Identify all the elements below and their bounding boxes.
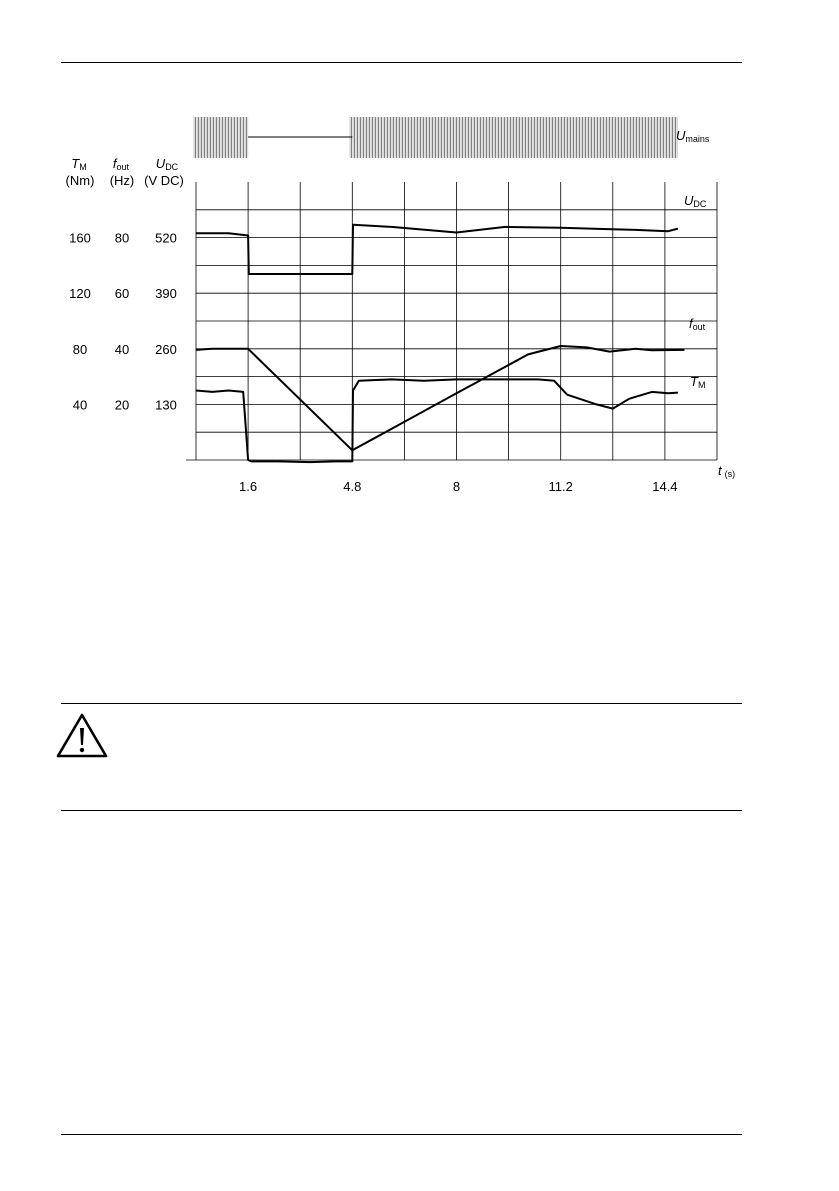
y-tick-label: 80 <box>114 230 130 246</box>
y-tick-label: 40 <box>114 341 130 357</box>
udc-header-symbol: UDC <box>155 156 179 172</box>
mains-label: Umains <box>676 128 710 144</box>
fout-series-line <box>196 346 684 450</box>
x-tick-label: 4.8 <box>343 479 362 494</box>
mains-on-band <box>349 117 678 158</box>
y-tick-label: 390 <box>155 286 177 302</box>
mains-on-band <box>193 117 248 158</box>
mains-voltage-strip <box>193 117 678 158</box>
y-tick-label: 260 <box>155 341 177 357</box>
tm-header-symbol: TM <box>71 156 87 172</box>
fout-header-symbol: fout <box>112 156 130 172</box>
y-tick-label: 60 <box>114 286 130 302</box>
series-label-tm: TM <box>690 374 706 390</box>
axis-headers <box>66 156 184 188</box>
y-tick-label: 80 <box>72 341 88 357</box>
x-tick-labels <box>239 479 677 494</box>
y-tick-label: 130 <box>155 397 177 413</box>
tm-header-unit: (Nm) <box>65 173 95 188</box>
x-tick-label: 14.4 <box>652 479 678 494</box>
fout-header-unit: (Hz) <box>109 173 135 188</box>
y-tick-label: 160 <box>69 230 91 246</box>
udc-series-line <box>196 225 678 274</box>
series-label-udc: UDC <box>684 193 707 209</box>
tm-series-line <box>196 379 678 462</box>
series-lines <box>196 225 684 462</box>
y-tick-label: 40 <box>72 397 88 413</box>
y-tick-labels <box>69 231 177 413</box>
series-label-fout: fout <box>689 316 706 332</box>
x-tick-label: 8 <box>452 479 461 494</box>
x-tick-label: 1.6 <box>239 479 258 494</box>
x-axis-label: t (s) <box>718 463 736 479</box>
y-tick-label: 120 <box>69 286 91 302</box>
grid <box>186 182 717 460</box>
y-tick-label: 20 <box>114 397 130 413</box>
x-tick-label: 11.2 <box>548 479 573 494</box>
y-tick-label: 520 <box>155 230 177 246</box>
warning-icon <box>58 715 106 756</box>
udc-header-unit: (V DC) <box>144 173 184 188</box>
